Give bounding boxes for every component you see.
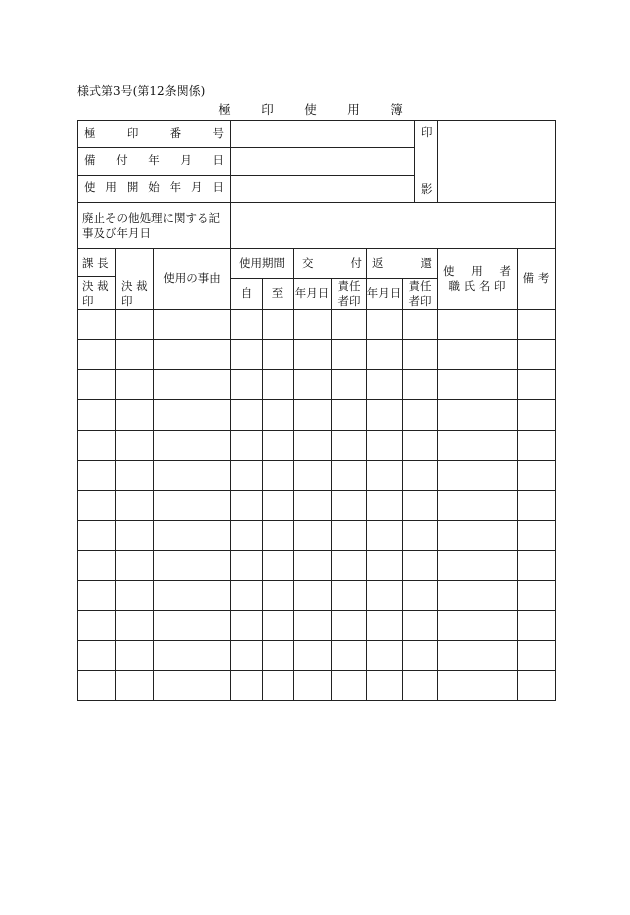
grid-line-horizontal	[77, 248, 556, 249]
log-row-line	[77, 369, 556, 370]
seal-impression-label-bottom: 影	[421, 182, 433, 196]
grid-line-vertical	[437, 120, 438, 203]
issue-date-label: 備 付 年 月 日	[84, 153, 224, 167]
log-row-line	[77, 580, 556, 581]
reason-for-use-header: 使用の事由	[163, 271, 221, 285]
grid-line-horizontal	[77, 309, 556, 310]
table-right-border	[555, 120, 556, 701]
user-header-line1: 使 用 者	[443, 264, 511, 278]
delivery-seal-header: 責任者印	[337, 279, 361, 308]
remarks-header: 備 考	[522, 271, 550, 285]
period-to-header: 至	[271, 286, 284, 300]
grid-line-vertical	[366, 248, 367, 701]
disposal-note-label: 廃止その他処理に関する記事及び年月日	[82, 211, 220, 240]
grid-line-horizontal	[77, 175, 415, 176]
grid-line-vertical	[230, 120, 231, 249]
log-row-line	[77, 339, 556, 340]
log-row-line	[77, 430, 556, 431]
delivery-header: 交 付	[302, 256, 362, 270]
table-left-border	[77, 120, 78, 701]
grid-line-vertical	[293, 248, 294, 701]
form-title: 極 印 使 用 簿	[218, 102, 412, 117]
return-date-header: 年月日	[366, 286, 402, 300]
period-of-use-header: 使用期間	[239, 256, 285, 270]
grid-line-vertical	[517, 248, 518, 701]
section-chief-header: 課 長	[82, 256, 109, 270]
stamp-number-label: 極 印 番 号	[84, 126, 224, 140]
table-top-border	[77, 120, 556, 121]
log-row-line	[77, 520, 556, 521]
seal-impression-label-top: 印	[421, 125, 433, 139]
log-row-line	[77, 490, 556, 491]
return-seal-header: 責任者印	[408, 279, 432, 308]
grid-line-vertical	[414, 120, 415, 203]
log-row-line	[77, 399, 556, 400]
user-header-line2: 職 氏 名 印	[448, 279, 506, 293]
log-row-line	[77, 670, 556, 671]
approval-seal-header-1: 決 裁 印	[82, 279, 109, 308]
log-row-line	[77, 640, 556, 641]
grid-line-vertical	[230, 248, 231, 701]
delivery-date-header: 年月日	[294, 286, 330, 300]
approval-seal-header-2: 決 裁 印	[121, 279, 148, 308]
period-from-header: 自	[240, 286, 253, 300]
log-row-line	[77, 460, 556, 461]
form-number-label: 様式第3号(第12条関係)	[77, 84, 206, 98]
start-date-label: 使 用 開 始 年 月 日	[84, 180, 224, 194]
grid-line-vertical	[115, 248, 116, 701]
log-row-line	[77, 550, 556, 551]
return-header: 返 還	[372, 256, 432, 270]
grid-line-vertical	[153, 248, 154, 701]
grid-line-horizontal	[77, 276, 116, 277]
grid-line-horizontal	[77, 147, 415, 148]
grid-line-horizontal	[77, 202, 556, 203]
log-row-line	[77, 610, 556, 611]
grid-line-vertical	[437, 248, 438, 701]
log-row-line	[77, 700, 556, 701]
